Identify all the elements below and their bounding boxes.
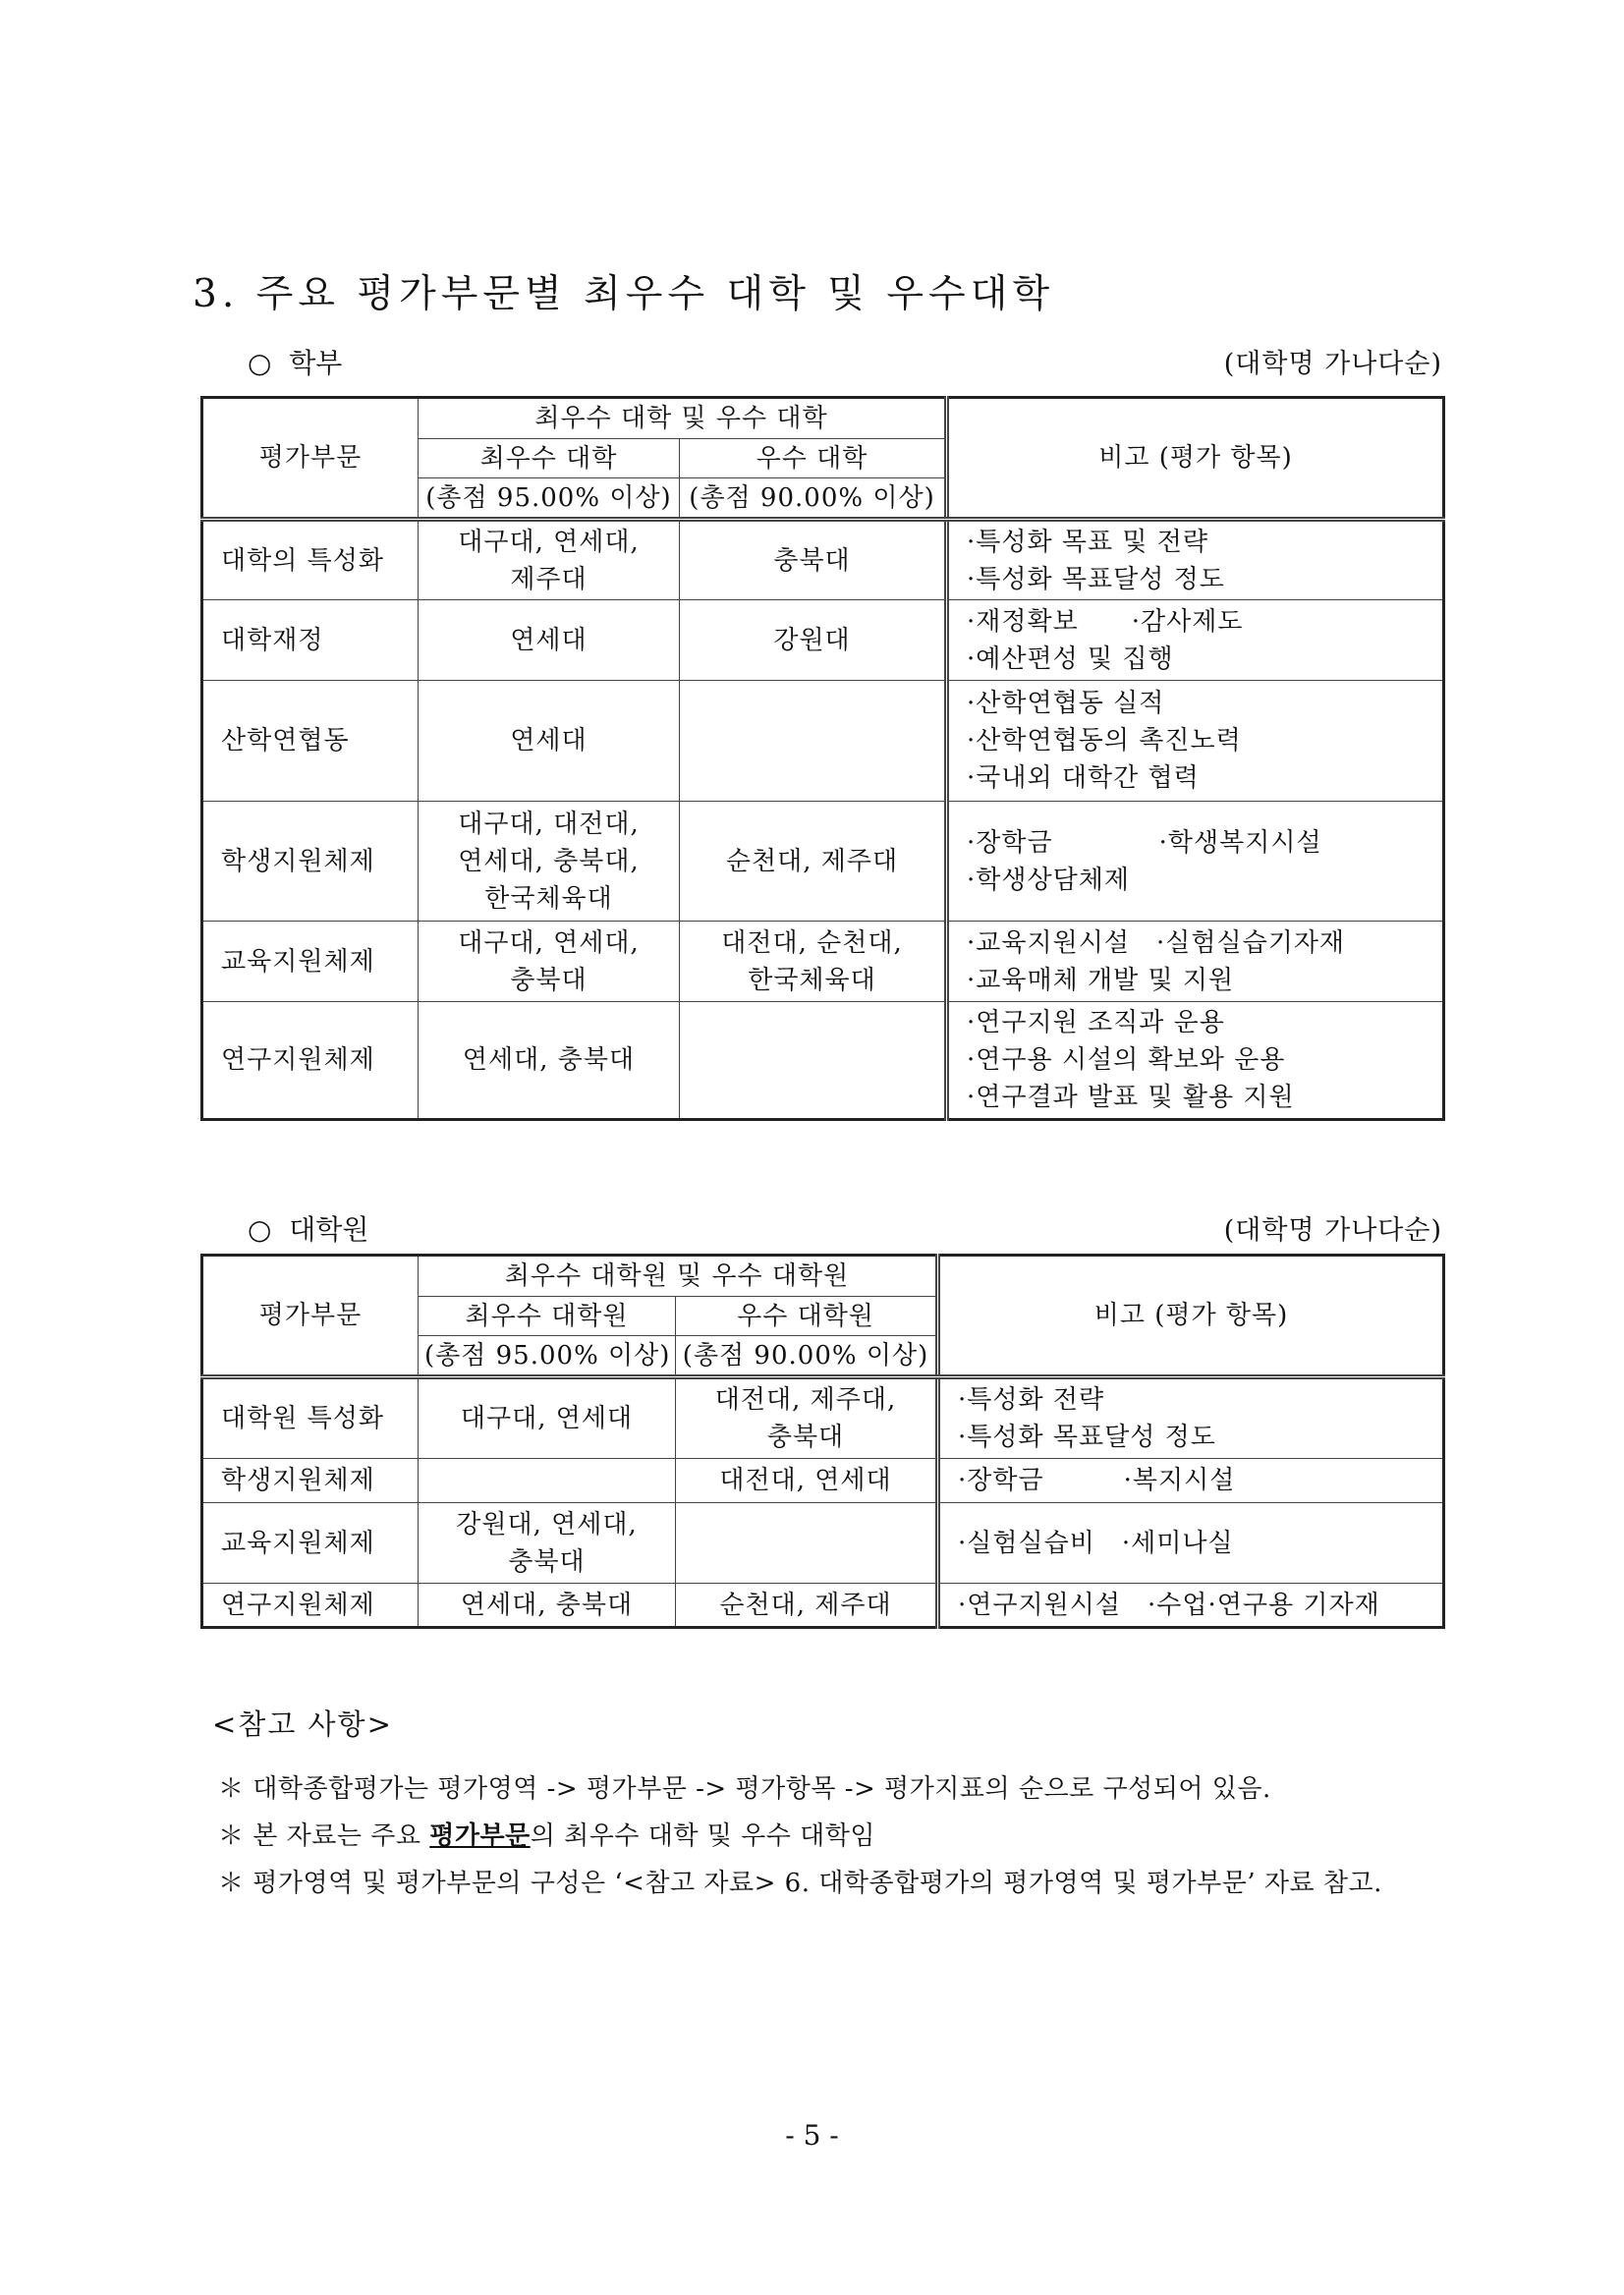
cell-line: ·연구용 시설의 확보와 운용: [967, 1045, 1286, 1075]
cell-line: ·특성화 목표 및 전략: [967, 527, 1209, 557]
cell-line: 강원대: [773, 625, 851, 655]
cell-line: 충북대: [773, 545, 851, 576]
header-good-sub: (총점 90.00% 이상): [676, 1336, 938, 1377]
cell-area: 대학재정: [202, 600, 419, 681]
header-area: 평가부문: [202, 1256, 419, 1377]
cell-line: 대전대, 제주대,: [714, 1385, 897, 1415]
cell-good: [680, 802, 947, 922]
cell-items: [938, 1584, 1444, 1628]
cell-line: ·재정확보 ·감사제도: [967, 606, 1244, 637]
cell-best: [419, 1002, 680, 1120]
cell-line: 강원대, 연세대,: [456, 1509, 638, 1539]
header-best-sub: (총점 95.00% 이상): [419, 478, 680, 520]
cell-area: 교육지원체제: [202, 922, 419, 1002]
header-best: 최우수 대학: [419, 439, 680, 478]
cell-items: [947, 922, 1444, 1002]
header-best-sub: (총점 95.00% 이상): [419, 1336, 676, 1377]
table-row: [202, 520, 1444, 600]
header-good: 우수 대학: [680, 439, 947, 478]
notes-title: <참고 사항>: [212, 1707, 393, 1741]
cell-items: [947, 1002, 1444, 1120]
note-line-2: [218, 1816, 875, 1852]
cell-area: 산학연협동: [202, 681, 419, 802]
cell-area: 연구지원체제: [202, 1002, 419, 1120]
header-group: 최우수 대학원 및 우수 대학원: [419, 1256, 938, 1297]
bullet-icon: ○: [248, 347, 272, 379]
header-remark: 비고 (평가 항목): [938, 1256, 1444, 1377]
cell-good: [680, 520, 947, 600]
note-line-2-post: 의 최우수 대학 및 우수 대학임: [530, 1821, 875, 1851]
cell-good: [676, 1459, 938, 1503]
cell-area: 대학의 특성화: [202, 520, 419, 600]
cell-line: ·연구지원 조직과 운용: [967, 1008, 1225, 1037]
note-line-1: ＊ 대학종합평가는 평가영역 -> 평가부문 -> 평가항목 -> 평가지표의 순으로 구성되어 있음.: [218, 1774, 1271, 1804]
cell-good: [680, 681, 947, 802]
undergrad-heading: [248, 342, 342, 381]
table-row: [202, 1002, 1444, 1120]
bullet-icon: ○: [248, 1213, 272, 1246]
cell-items: [947, 520, 1444, 600]
cell-line: 대전대, 연세대: [719, 1466, 892, 1495]
cell-line: 순천대, 제주대: [719, 1590, 892, 1620]
cell-line: 한국체육대: [748, 965, 876, 995]
cell-line: 연세대, 충북대: [462, 1045, 636, 1075]
cell-items: [938, 1503, 1444, 1584]
cell-good: [676, 1584, 938, 1628]
cell-items: [938, 1459, 1444, 1503]
cell-line: ·산학연협동의 촉진노력: [967, 726, 1242, 756]
page-number: - 5 -: [785, 2119, 839, 2152]
cell-line: 대구대, 연세대,: [458, 527, 640, 557]
cell-line: 대전대, 순천대,: [721, 927, 903, 958]
header-area: 평가부문: [202, 398, 419, 520]
cell-line: ·교육지원시설 ·실험실습기자재: [967, 927, 1346, 958]
cell-best: [419, 1503, 676, 1584]
cell-area: 학생지원체제: [202, 1459, 419, 1503]
undergrad-section-heading: [200, 342, 1442, 381]
table-row: [202, 802, 1444, 922]
cell-line: ·연구지원시설 ·수업·연구용 기자재: [958, 1590, 1380, 1620]
cell-line: 대구대, 연세대,: [458, 927, 640, 958]
cell-line: 대구대, 대전대,: [458, 809, 640, 839]
cell-line: ·특성화 목표달성 정도: [967, 564, 1225, 594]
header-remark: 비고 (평가 항목): [947, 398, 1444, 520]
cell-best: [419, 600, 680, 681]
cell-items: [947, 600, 1444, 681]
cell-line: ·예산편성 및 집행: [967, 644, 1174, 674]
note-line-2-pre: ＊ 본 자료는 주요: [218, 1821, 430, 1851]
cell-line: ·학생상담체제: [967, 865, 1130, 895]
cell-line: ·연구결과 발표 및 활용 지원: [967, 1083, 1295, 1112]
table-row: [202, 600, 1444, 681]
cell-best: [419, 1377, 676, 1459]
cell-line: 연세대: [510, 726, 588, 756]
cell-best: [419, 520, 680, 600]
cell-line: 충북대: [766, 1423, 845, 1452]
cell-line: ·산학연협동 실적: [967, 689, 1165, 718]
cell-line: 한국체육대: [484, 883, 613, 914]
table-row: [202, 1503, 1444, 1584]
cell-line: 충북대: [508, 1546, 586, 1577]
page-title: 3. 주요 평가부문별 최우수 대학 및 우수대학: [193, 272, 1055, 316]
sort-note: (대학명 가나다순): [1223, 349, 1442, 379]
cell-line: 연세대, 충북대: [460, 1590, 634, 1620]
grad-heading: [248, 1208, 368, 1248]
grad-table: [200, 1254, 1445, 1629]
header-best: 최우수 대학원: [419, 1297, 676, 1336]
cell-items: [947, 681, 1444, 802]
cell-good: [680, 1002, 947, 1120]
cell-line: 순천대, 제주대: [725, 846, 899, 876]
table-row: [202, 681, 1444, 802]
cell-area: 교육지원체제: [202, 1503, 419, 1584]
cell-best: [419, 802, 680, 922]
table-row: [202, 1584, 1444, 1628]
cell-area: 학생지원체제: [202, 802, 419, 922]
sort-note: (대학명 가나다순): [1223, 1215, 1442, 1246]
cell-line: ·교육매체 개발 및 지원: [967, 965, 1235, 995]
cell-good: [676, 1503, 938, 1584]
cell-items: [938, 1377, 1444, 1459]
cell-best: [419, 681, 680, 802]
header-group: 최우수 대학 및 우수 대학: [419, 398, 947, 439]
cell-good: [676, 1377, 938, 1459]
table-row: [202, 1459, 1444, 1503]
cell-line: ·실험실습비 ·세미나실: [958, 1528, 1234, 1558]
table-row: [202, 1377, 1444, 1459]
cell-best: [419, 1459, 676, 1503]
undergrad-table: [200, 396, 1445, 1121]
note-line-3: ＊ 평가영역 및 평가부문의 구성은 ‘<참고 자료> 6. 대학종합평가의 평가영역 및 평가부문’ 자료 참고.: [218, 1869, 1382, 1898]
cell-good: [680, 600, 947, 681]
cell-best: [419, 1584, 676, 1628]
cell-line: ·장학금 ·학생복지시설: [967, 827, 1322, 858]
cell-line: 제주대: [510, 564, 588, 594]
cell-area: 대학원 특성화: [202, 1377, 419, 1459]
cell-line: ·장학금 ·복지시설: [958, 1466, 1236, 1495]
cell-best: [419, 922, 680, 1002]
header-good-sub: (총점 90.00% 이상): [680, 478, 947, 520]
grad-section-heading: [200, 1208, 1442, 1248]
undergrad-label: 학부: [289, 347, 343, 379]
cell-area: 연구지원체제: [202, 1584, 419, 1628]
cell-items: [947, 802, 1444, 922]
cell-line: 연세대: [510, 625, 588, 655]
cell-line: 대구대, 연세대: [460, 1404, 634, 1433]
cell-line: ·특성화 전략: [958, 1385, 1105, 1415]
table-row: [202, 922, 1444, 1002]
cell-line: 충북대: [510, 965, 588, 995]
grad-label: 대학원: [289, 1213, 369, 1246]
note-line-2-emphasis: 평가부문: [429, 1821, 531, 1851]
cell-line: 연세대, 충북대,: [458, 846, 640, 876]
cell-line: ·국내외 대학간 협력: [967, 763, 1200, 793]
cell-good: [680, 922, 947, 1002]
header-good: 우수 대학원: [676, 1297, 938, 1336]
cell-line: ·특성화 목표달성 정도: [958, 1423, 1216, 1452]
